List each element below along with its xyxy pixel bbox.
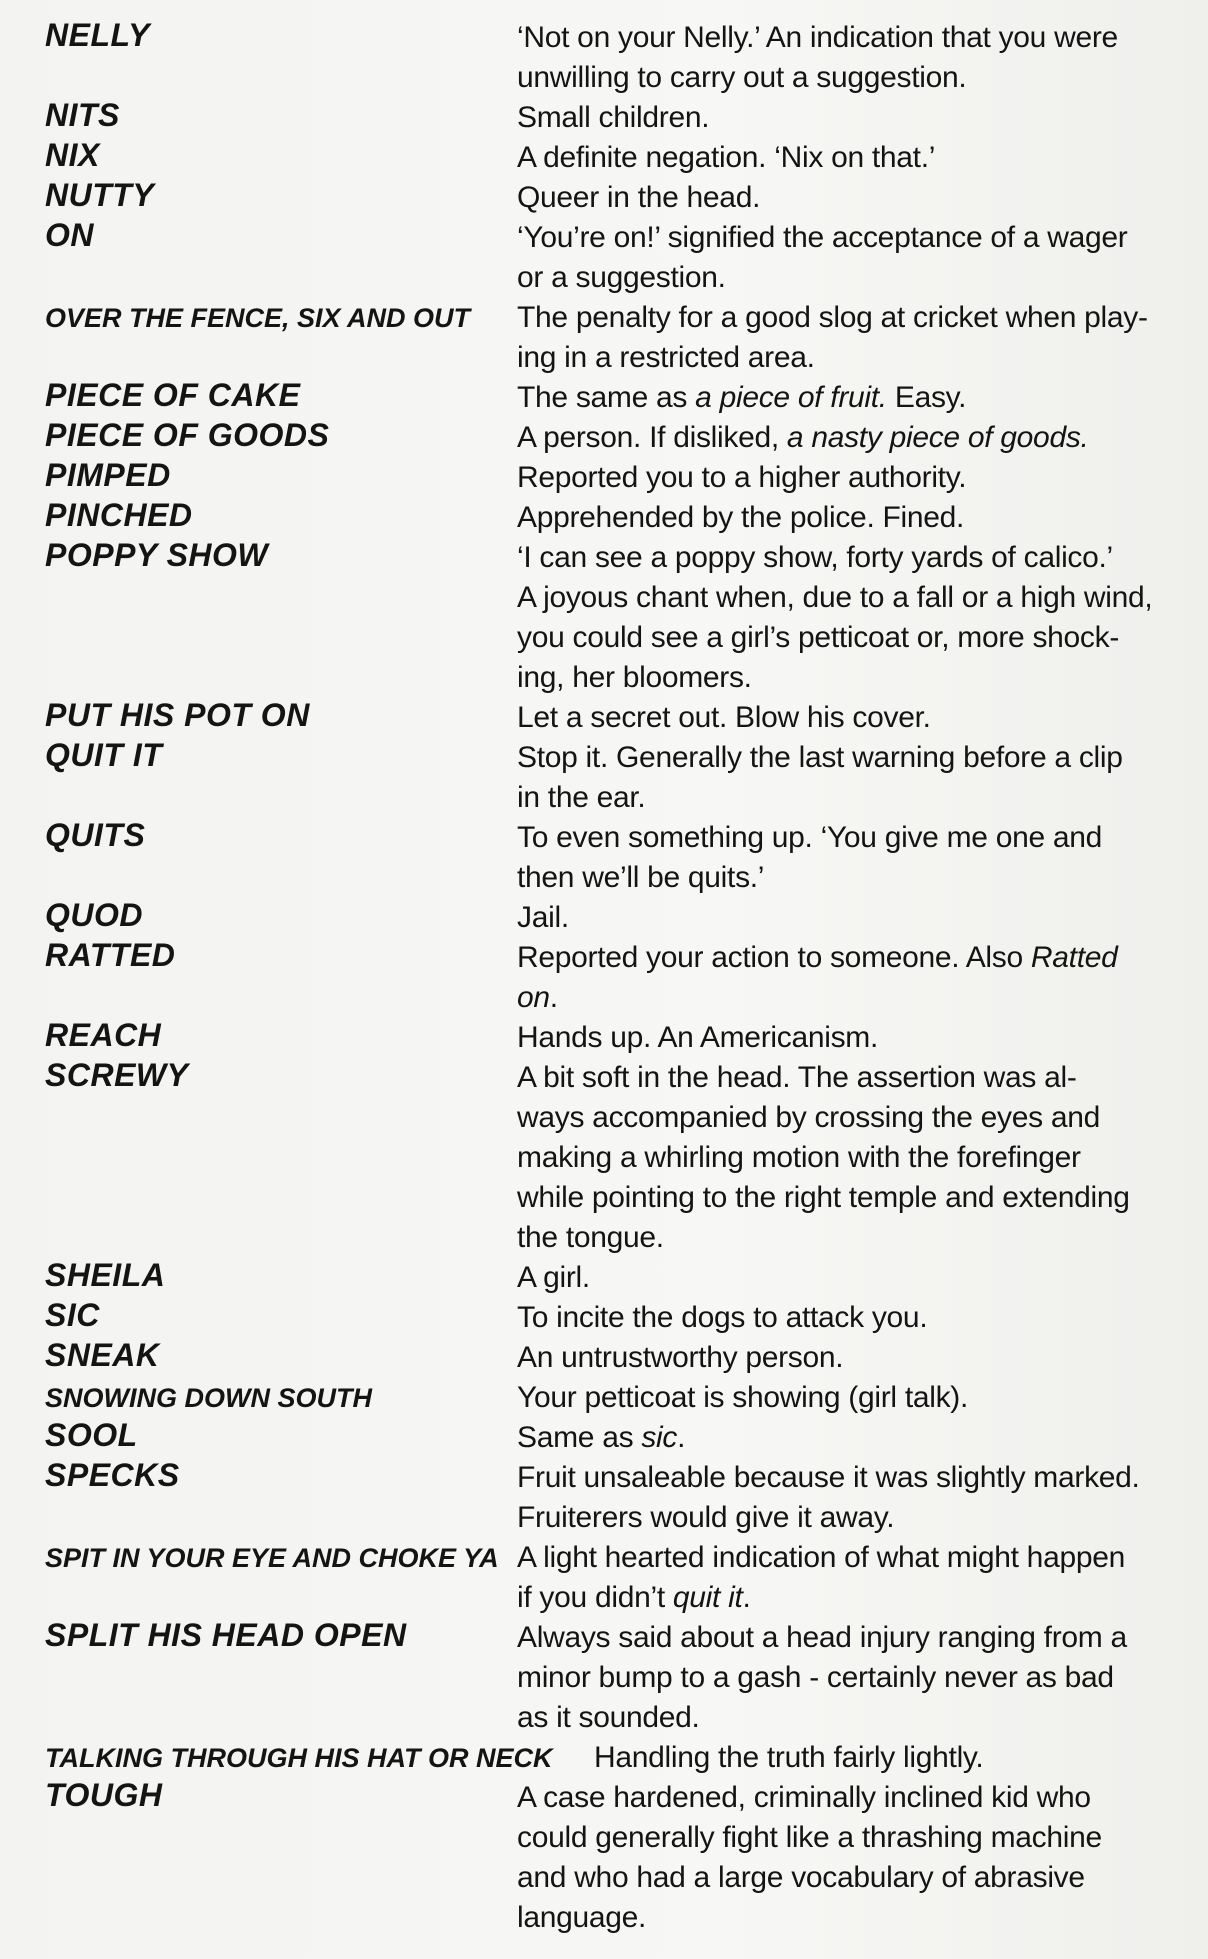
glossary-term: SCREWY (45, 1057, 189, 1093)
glossary-term: SNEAK (45, 1337, 160, 1373)
glossary-definition: An untrustworthy person. (517, 1341, 844, 1374)
glossary-definition: Let a secret out. Blow his cover. (517, 701, 931, 734)
glossary-definition: The penalty for a good slog at cricket when play- ing in a restricted area. (517, 301, 1148, 374)
glossary-term: NITS (45, 97, 120, 133)
glossary-term: PIMPED (45, 457, 171, 493)
glossary-term: NELLY (45, 17, 151, 53)
glossary-definition: Handling the truth fairly lightly. (594, 1741, 984, 1774)
glossary-definition: Jail. (517, 901, 569, 934)
glossary-term: NUTTY (45, 177, 155, 213)
glossary-definition: The same as a piece of fruit. Easy. (517, 381, 967, 414)
glossary-definition: A person. If disliked, a nasty piece of goods. (517, 421, 1089, 454)
glossary-definition: Reported you to a higher authority. (517, 461, 967, 494)
glossary-definition: A light hearted indication of what might happen if you didn’t quit it. (517, 1541, 1125, 1614)
glossary-definition: Queer in the head. (517, 181, 761, 214)
glossary-definition: To incite the dogs to attack you. (517, 1301, 928, 1334)
glossary-term: PINCHED (45, 497, 193, 533)
glossary-definition: ‘Not on your Nelly.’ An indication that you were unwilling to carry out a suggestion. (517, 21, 1118, 94)
glossary-definition: A girl. (517, 1261, 590, 1294)
glossary-definition: Fruit unsaleable because it was slightly marked. Fruiterers would give it away. (517, 1461, 1140, 1534)
glossary-definition: A bit soft in the head. The assertion was al- ways accompanied by crossing the eyes and making a whirling motion with the forefinger while pointing to the right temple and extending the tongue. (517, 1061, 1130, 1254)
glossary-term: QUIT IT (45, 737, 163, 773)
glossary-term: SOOL (45, 1417, 138, 1453)
glossary-definition: A case hardened, criminally inclined kid who could generally fight like a thrashing machine and who had a large vocabulary of abrasive language. (517, 1781, 1102, 1934)
glossary-term: SNOWING DOWN SOUTH (45, 1383, 372, 1413)
glossary-definition: ‘I can see a poppy show, forty yards of calico.’ A joyous chant when, due to a fall or a high wind, you could see a girl’s petticoat or, more shock- ing, her bloomers. (517, 541, 1153, 694)
glossary-term: SPLIT HIS HEAD OPEN (45, 1617, 407, 1653)
glossary-term: ON (45, 217, 94, 253)
glossary-term: QUOD (45, 897, 143, 933)
glossary-definition: Hands up. An Americanism. (517, 1021, 879, 1054)
glossary-term: PIECE OF CAKE (45, 377, 301, 413)
glossary-term: SHEILA (45, 1257, 166, 1293)
glossary-term: REACH (45, 1017, 162, 1053)
glossary-term: SPIT IN YOUR EYE AND CHOKE YA (45, 1543, 499, 1573)
glossary-term: SPECKS (45, 1457, 180, 1493)
glossary-definition: Your petticoat is showing (girl talk). (517, 1381, 969, 1414)
glossary-definition: Small children. (517, 101, 710, 134)
glossary-definition: Stop it. Generally the last warning before a clip in the ear. (517, 741, 1123, 814)
glossary-definition: Same as sic. (517, 1421, 686, 1454)
glossary-term: NIX (45, 137, 100, 173)
glossary-term: PUT HIS POT ON (45, 697, 310, 733)
glossary-term: OVER THE FENCE, SIX AND OUT (45, 303, 471, 333)
glossary-term: PIECE OF GOODS (45, 417, 330, 453)
glossary-definition: To even something up. ‘You give me one and then we’ll be quits.’ (517, 821, 1103, 894)
glossary-term: TALKING THROUGH HIS HAT OR NECK (45, 1743, 553, 1773)
glossary-definition: Reported your action to someone. Also Ratted on. (517, 941, 1118, 1014)
glossary-term: RATTED (45, 937, 176, 973)
glossary-definition: A definite negation. ‘Nix on that.’ (517, 141, 936, 174)
glossary-definition: Apprehended by the police. Fined. (517, 501, 965, 534)
glossary-term: TOUGH (45, 1777, 163, 1813)
glossary-term: POPPY SHOW (45, 537, 269, 573)
glossary-definition: Always said about a head injury ranging from a minor bump to a gash - certainly never as bad as it sounded. (517, 1621, 1127, 1734)
glossary-definition: ‘You’re on!’ signified the acceptance of a wager or a suggestion. (517, 221, 1128, 294)
glossary-term: QUITS (45, 817, 146, 853)
glossary-term: SIC (45, 1297, 100, 1333)
